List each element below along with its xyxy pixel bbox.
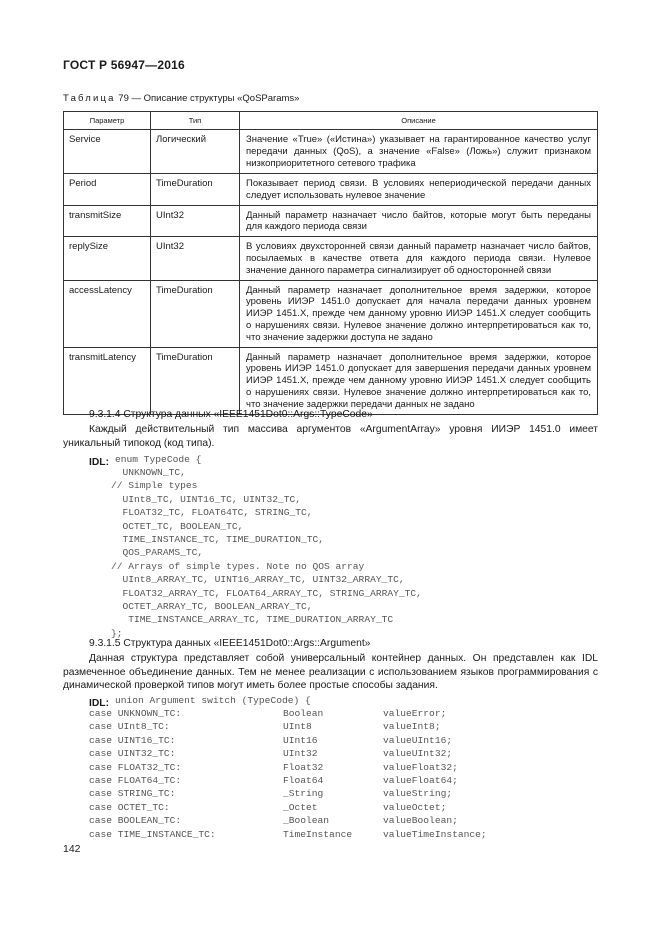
column-header-parameter: Параметр (64, 112, 151, 130)
case-label: case UNKNOWN_TC: (89, 708, 182, 719)
table-row (64, 174, 598, 206)
page-number: 142 (63, 843, 81, 855)
table-row (64, 237, 598, 280)
param-cell: replySize (64, 237, 151, 280)
table-row (64, 130, 598, 174)
document-header: ГОСТ Р 56947—2016 (63, 58, 185, 72)
param-cell: transmitLatency (64, 347, 151, 414)
case-label: case STRING_TC: (89, 788, 176, 800)
case-label: case UINT16_TC: (89, 734, 176, 746)
case-field: valueError; (383, 708, 447, 719)
section-heading-typecode: 9.3.1.4 Структура данных «IEEE1451Dot0::Args::TypeCode» (89, 409, 373, 420)
case-label: case FLOAT64_TC: (89, 774, 182, 786)
case-field: valueOctet; (383, 801, 447, 813)
type-cell: UInt32 (151, 237, 240, 280)
param-cell: accessLatency (64, 280, 151, 347)
code-first-line-argument: union Argument switch (TypeCode) { (115, 695, 311, 706)
case-label: case UInt8_TC: (89, 721, 170, 733)
case-type: _String (283, 788, 324, 800)
qos-params-table (63, 111, 598, 415)
description-cell: Данный параметр назначает число байтов, которые могут быть переданы для каждого периода связи (240, 205, 598, 237)
column-header-type: Тип (151, 112, 240, 130)
case-label: case FLOAT32_TC: (89, 761, 182, 773)
param-cell: transmitSize (64, 205, 151, 237)
case-field: valueUInt16; (383, 734, 453, 746)
case-type: UInt16 (283, 734, 318, 746)
description-cell: Данный параметр назначает дополнительное время задержки, которое уровень ИИЭР 1451.0 допускает для завершения передачи данных уровнем ИИЭР 1451.X, прежде чем данному уровню ИИЭР 1451.X следует сообщить о нарушениях связи. Нулевое значение должно интерпретироваться как то, что значение задержки передачи данных не задано (240, 347, 598, 414)
case-label: case TIME_INSTANCE_TC: (89, 828, 216, 840)
section-heading-argument: 9.3.1.5 Структура данных «IEEE1451Dot0::Args::Argument» (89, 638, 371, 649)
case-field: valueFloat64; (383, 774, 458, 786)
type-cell: UInt32 (151, 205, 240, 237)
table-caption-word: Таблица (63, 93, 116, 104)
param-cell: Service (64, 130, 151, 174)
case-type: _Octet (283, 801, 318, 813)
case-field: valueString; (383, 788, 453, 800)
case-type: Float32 (283, 761, 324, 773)
table-caption-text: 79 — Описание структуры «QoSParams» (115, 93, 300, 104)
case-field: valueInt8; (383, 721, 441, 733)
case-field: valueTimeInstance; (383, 828, 487, 840)
table-row (64, 280, 598, 347)
type-cell: TimeDuration (151, 280, 240, 347)
section-text-typecode: Каждый действительный тип массива аргументов «ArgumentArray» уровня ИИЭР 1451.0 имеет уникальный типокод (код типа). (63, 424, 598, 449)
case-type: UInt8 (283, 721, 312, 733)
idl-keyword: IDL: (89, 457, 110, 468)
type-cell: TimeDuration (151, 174, 240, 206)
column-header-description: Описание (240, 112, 598, 130)
table-header-row (64, 112, 598, 130)
case-label: case OCTET_TC: (89, 801, 170, 813)
description-cell: Данный параметр назначает дополнительное время задержки, которое уровень ИИЭР 1451.0 допускает для начала передачи данных уровнем ИИЭР 1451.X, прежде чем данному уровню ИИЭР 1451.X следует сообщить о нарушениях связи. Нулевое значение должно интерпретироваться как то, что значение задержки доступа не задано (240, 280, 598, 347)
case-label: case UINT32_TC: (89, 748, 176, 760)
type-cell: Логический (151, 130, 240, 174)
section-text-argument: Данная структура представляет собой универсальный контейнер данных. Он представлен как IDL размеченное объединение данных. Тем не менее реализации с использованием языков программирования с динамической проверкой типов могут иметь более простые способы задания. (63, 653, 598, 691)
param-cell: Period (64, 174, 151, 206)
description-cell: Показывает период связи. В условиях непериодической передачи данных следует использовать нулевое значение (240, 174, 598, 206)
table-row (64, 347, 598, 414)
case-type: UInt32 (283, 748, 318, 760)
idl-keyword: IDL: (89, 698, 110, 709)
case-type: _Boolean (283, 815, 330, 827)
case-type: Boolean (283, 708, 324, 719)
description-cell: Значение «True» («Истина») указывает на гарантированное качество услуг передачи данных (QoS), а значение «False» (Ложь») служит признаком низкоприоритетного сетевого трафика (240, 130, 598, 174)
description-cell: В условиях двухсторонней связи данный параметр назначает число байтов, посылаемых в качестве ответа для каждого периода связи. Нулевое значение данного параметра сигнализирует об односторонней связи (240, 237, 598, 280)
case-label: case BOOLEAN_TC: (89, 815, 182, 827)
type-cell: TimeDuration (151, 347, 240, 414)
case-field: valueBoolean; (383, 815, 458, 827)
table-row (64, 205, 598, 237)
table-caption (63, 93, 299, 104)
case-type: Float64 (283, 774, 324, 786)
idl-label-typecode (89, 452, 109, 470)
code-block-typecode: UNKNOWN_TC, // Simple types UInt8_TC, UINT16_TC, UINT32_TC, FLOAT32_TC, FLOAT64TC, STRING_TC, OCTET_TC, BOOLEAN_TC, TIME_INSTANCE_TC, TIME_DURATION_TC, QOS_PARAMS_TC, // Arrays of simple types. Note no QOS array UInt8_ARRAY_TC, UINT16_ARRAY_TC, UINT32_ARRAY_TC, FLOAT32_ARRAY_TC, FLOAT64_ARRAY_TC, STRING_ARRAY_TC, OCTET_ARRAY_TC, BOOLEAN_ARRAY_TC, TIME_INSTANCE_ARRAY_TC, TIME_DURATION_ARRAY_TC }; (111, 467, 422, 639)
case-type: TimeInstance (283, 828, 353, 840)
case-field: valueUInt32; (383, 748, 453, 760)
case-field: valueFloat32; (383, 761, 458, 773)
code-first-line-typecode: enum TypeCode { (115, 454, 202, 465)
